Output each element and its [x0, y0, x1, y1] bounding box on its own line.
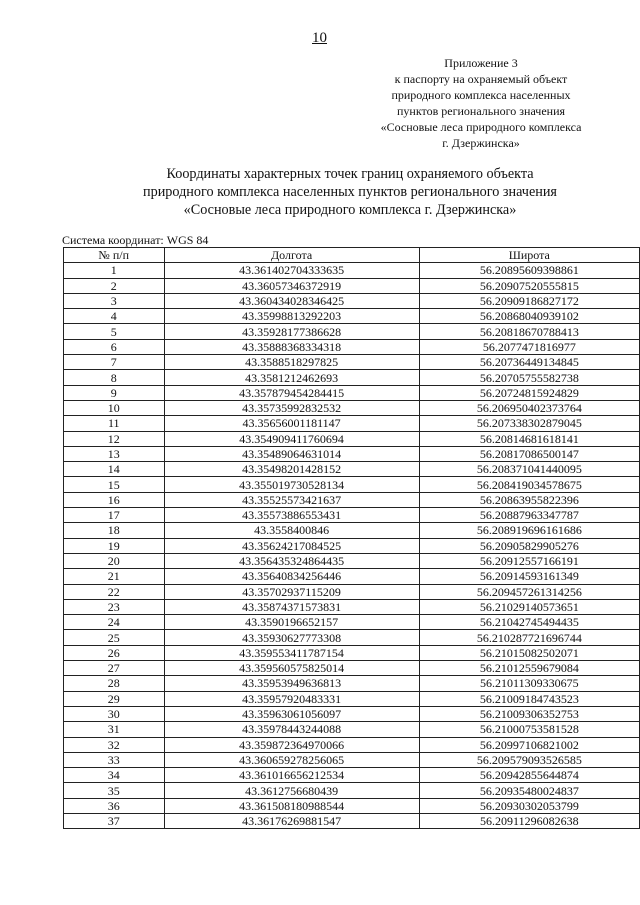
- cell-longitude: 43.359872364970066: [164, 737, 419, 752]
- cell-number: 36: [64, 798, 165, 813]
- table-row: [64, 324, 640, 339]
- header-latitude: Широта: [419, 248, 639, 263]
- cell-longitude: 43.360434028346425: [164, 293, 419, 308]
- cell-latitude: 56.20868040939102: [419, 309, 639, 324]
- table-row: [64, 691, 640, 706]
- table-row: [64, 615, 640, 630]
- cell-number: 14: [64, 462, 165, 477]
- cell-latitude: 56.20930302053799: [419, 798, 639, 813]
- table-row: [64, 661, 640, 676]
- cell-number: 31: [64, 722, 165, 737]
- table-row: [64, 737, 640, 752]
- cell-number: 3: [64, 293, 165, 308]
- cell-longitude: 43.361508180988544: [164, 798, 419, 813]
- cell-number: 27: [64, 661, 165, 676]
- cell-latitude: 56.20907520555815: [419, 278, 639, 293]
- table-row: [64, 752, 640, 767]
- cell-longitude: 43.354909411760694: [164, 431, 419, 446]
- cell-number: 33: [64, 752, 165, 767]
- table-row: [64, 706, 640, 721]
- cell-longitude: 43.35978443244088: [164, 722, 419, 737]
- cell-number: 35: [64, 783, 165, 798]
- cell-number: 21: [64, 569, 165, 584]
- table-row: [64, 676, 640, 691]
- cell-latitude: 56.20887963347787: [419, 508, 639, 523]
- cell-number: 10: [64, 400, 165, 415]
- cell-longitude: 43.35930627773308: [164, 630, 419, 645]
- appendix-line: природного комплекса населенных: [391, 88, 571, 102]
- title-line: природного комплекса населенных пунктов регионального значения: [143, 184, 557, 200]
- title-line: Координаты характерных точек границ охраняемого объекта: [166, 166, 534, 182]
- cell-latitude: 56.20942855644874: [419, 768, 639, 783]
- cell-number: 26: [64, 645, 165, 660]
- table-row: [64, 370, 640, 385]
- cell-number: 8: [64, 370, 165, 385]
- table-row: [64, 263, 640, 278]
- cell-latitude: 56.20895609398861: [419, 263, 639, 278]
- coordinates-table: [63, 247, 640, 829]
- cell-longitude: 43.35525573421637: [164, 492, 419, 507]
- cell-longitude: 43.35888368334318: [164, 339, 419, 354]
- cell-latitude: 56.20911296082638: [419, 813, 639, 828]
- appendix-line: Приложение 3: [444, 56, 518, 70]
- cell-latitude: 56.20909186827172: [419, 293, 639, 308]
- table-row: [64, 645, 640, 660]
- cell-number: 18: [64, 523, 165, 538]
- appendix-line: г. Дзержинска»: [442, 136, 520, 150]
- table-row: [64, 492, 640, 507]
- cell-number: 30: [64, 706, 165, 721]
- cell-longitude: 43.361402704333635: [164, 263, 419, 278]
- table-row: [64, 553, 640, 568]
- table-row: [64, 431, 640, 446]
- cell-number: 15: [64, 477, 165, 492]
- cell-number: 17: [64, 508, 165, 523]
- cell-latitude: 56.20814681618141: [419, 431, 639, 446]
- cell-number: 19: [64, 538, 165, 553]
- cell-number: 9: [64, 385, 165, 400]
- table-row: [64, 278, 640, 293]
- cell-latitude: 56.21000753581528: [419, 722, 639, 737]
- table-row: [64, 309, 640, 324]
- cell-longitude: 43.35573886553431: [164, 508, 419, 523]
- cell-number: 32: [64, 737, 165, 752]
- cell-longitude: 43.359560575825014: [164, 661, 419, 676]
- cell-longitude: 43.36057346372919: [164, 278, 419, 293]
- table-row: [64, 477, 640, 492]
- appendix-line: пунктов регионального значения: [396, 104, 566, 118]
- table-row: [64, 783, 640, 798]
- cell-latitude: 56.207338302879045: [419, 416, 639, 431]
- cell-latitude: 56.206950402373764: [419, 400, 639, 415]
- cell-longitude: 43.360659278256065: [164, 752, 419, 767]
- cell-number: 6: [64, 339, 165, 354]
- cell-latitude: 56.20863955822396: [419, 492, 639, 507]
- table-row: [64, 508, 640, 523]
- table-row: [64, 630, 640, 645]
- cell-latitude: 56.21012559679084: [419, 661, 639, 676]
- cell-latitude: 56.20705755582738: [419, 370, 639, 385]
- cell-latitude: 56.20724815924829: [419, 385, 639, 400]
- cell-number: 2: [64, 278, 165, 293]
- cell-latitude: 56.20912557166191: [419, 553, 639, 568]
- title-line: «Сосновые леса природного комплекса г. Дзержинска»: [183, 202, 517, 218]
- cell-number: 5: [64, 324, 165, 339]
- cell-number: 16: [64, 492, 165, 507]
- cell-latitude: 56.20736449134845: [419, 355, 639, 370]
- cell-number: 24: [64, 615, 165, 630]
- cell-longitude: 43.357879454284415: [164, 385, 419, 400]
- cell-latitude: 56.21042745494435: [419, 615, 639, 630]
- coordinate-system-label: Система координат: WGS 84: [62, 233, 209, 247]
- cell-longitude: 43.35735992832532: [164, 400, 419, 415]
- cell-longitude: 43.36176269881547: [164, 813, 419, 828]
- cell-latitude: 56.20817086500147: [419, 446, 639, 461]
- appendix-line: к паспорту на охраняемый объект: [394, 72, 568, 86]
- table-row: [64, 355, 640, 370]
- cell-latitude: 56.210287721696744: [419, 630, 639, 645]
- cell-number: 25: [64, 630, 165, 645]
- cell-longitude: 43.3612756680439: [164, 783, 419, 798]
- cell-longitude: 43.35656001181147: [164, 416, 419, 431]
- table-row: [64, 813, 640, 828]
- page-number: 10: [312, 30, 327, 46]
- cell-latitude: 56.2077471816977: [419, 339, 639, 354]
- cell-number: 4: [64, 309, 165, 324]
- cell-longitude: 43.35928177386628: [164, 324, 419, 339]
- header-number: № п/п: [64, 248, 165, 263]
- cell-longitude: 43.35998813292203: [164, 309, 419, 324]
- table-header-row: [64, 248, 640, 263]
- cell-number: 13: [64, 446, 165, 461]
- appendix-block: [370, 55, 592, 151]
- table-row: [64, 798, 640, 813]
- cell-latitude: 56.21015082502071: [419, 645, 639, 660]
- table-row: [64, 599, 640, 614]
- cell-number: 20: [64, 553, 165, 568]
- cell-number: 11: [64, 416, 165, 431]
- cell-latitude: 56.209579093526585: [419, 752, 639, 767]
- cell-longitude: 43.361016656212534: [164, 768, 419, 783]
- cell-latitude: 56.20818670788413: [419, 324, 639, 339]
- cell-longitude: 43.35498201428152: [164, 462, 419, 477]
- cell-longitude: 43.35953949636813: [164, 676, 419, 691]
- cell-longitude: 43.35624217084525: [164, 538, 419, 553]
- cell-number: 1: [64, 263, 165, 278]
- table-body: [64, 263, 640, 829]
- cell-number: 12: [64, 431, 165, 446]
- cell-number: 29: [64, 691, 165, 706]
- cell-latitude: 56.20914593161349: [419, 569, 639, 584]
- appendix-line: «Сосновые леса природного комплекса: [380, 120, 582, 134]
- table-row: [64, 768, 640, 783]
- cell-number: 22: [64, 584, 165, 599]
- table-row: [64, 416, 640, 431]
- cell-longitude: 43.356435324864435: [164, 553, 419, 568]
- table-row: [64, 584, 640, 599]
- cell-longitude: 43.35584008​46: [164, 523, 419, 538]
- cell-latitude: 56.209457261314256: [419, 584, 639, 599]
- cell-latitude: 56.21011309330675: [419, 676, 639, 691]
- table-row: [64, 523, 640, 538]
- table-row: [64, 446, 640, 461]
- table-row: [64, 400, 640, 415]
- table-row: [64, 339, 640, 354]
- cell-longitude: 43.35874371573831: [164, 599, 419, 614]
- cell-longitude: 43.355019730528134: [164, 477, 419, 492]
- table-row: [64, 538, 640, 553]
- cell-longitude: 43.35957920483331: [164, 691, 419, 706]
- cell-number: 7: [64, 355, 165, 370]
- table-row: [64, 462, 640, 477]
- cell-latitude: 56.21009184743523: [419, 691, 639, 706]
- header-longitude: Долгота: [164, 248, 419, 263]
- cell-latitude: 56.20935480024837: [419, 783, 639, 798]
- cell-latitude: 56.21009306352753: [419, 706, 639, 721]
- cell-number: 28: [64, 676, 165, 691]
- cell-longitude: 43.3581212462693: [164, 370, 419, 385]
- document-title: [60, 165, 640, 219]
- cell-latitude: 56.208919696161686: [419, 523, 639, 538]
- cell-longitude: 43.35702937115209: [164, 584, 419, 599]
- cell-latitude: 56.208371041440095: [419, 462, 639, 477]
- cell-number: 23: [64, 599, 165, 614]
- cell-longitude: 43.359553411787154: [164, 645, 419, 660]
- cell-number: 37: [64, 813, 165, 828]
- table-row: [64, 569, 640, 584]
- cell-latitude: 56.20905829905276: [419, 538, 639, 553]
- cell-latitude: 56.21029140573651: [419, 599, 639, 614]
- cell-longitude: 43.3588518297825: [164, 355, 419, 370]
- cell-latitude: 56.208419034578675: [419, 477, 639, 492]
- cell-longitude: 43.3590196652157: [164, 615, 419, 630]
- cell-latitude: 56.20997106821002: [419, 737, 639, 752]
- table-row: [64, 293, 640, 308]
- table-row: [64, 722, 640, 737]
- cell-longitude: 43.35963061056097: [164, 706, 419, 721]
- cell-longitude: 43.35489064631014: [164, 446, 419, 461]
- table-row: [64, 385, 640, 400]
- cell-number: 34: [64, 768, 165, 783]
- cell-longitude: 43.35640834256446: [164, 569, 419, 584]
